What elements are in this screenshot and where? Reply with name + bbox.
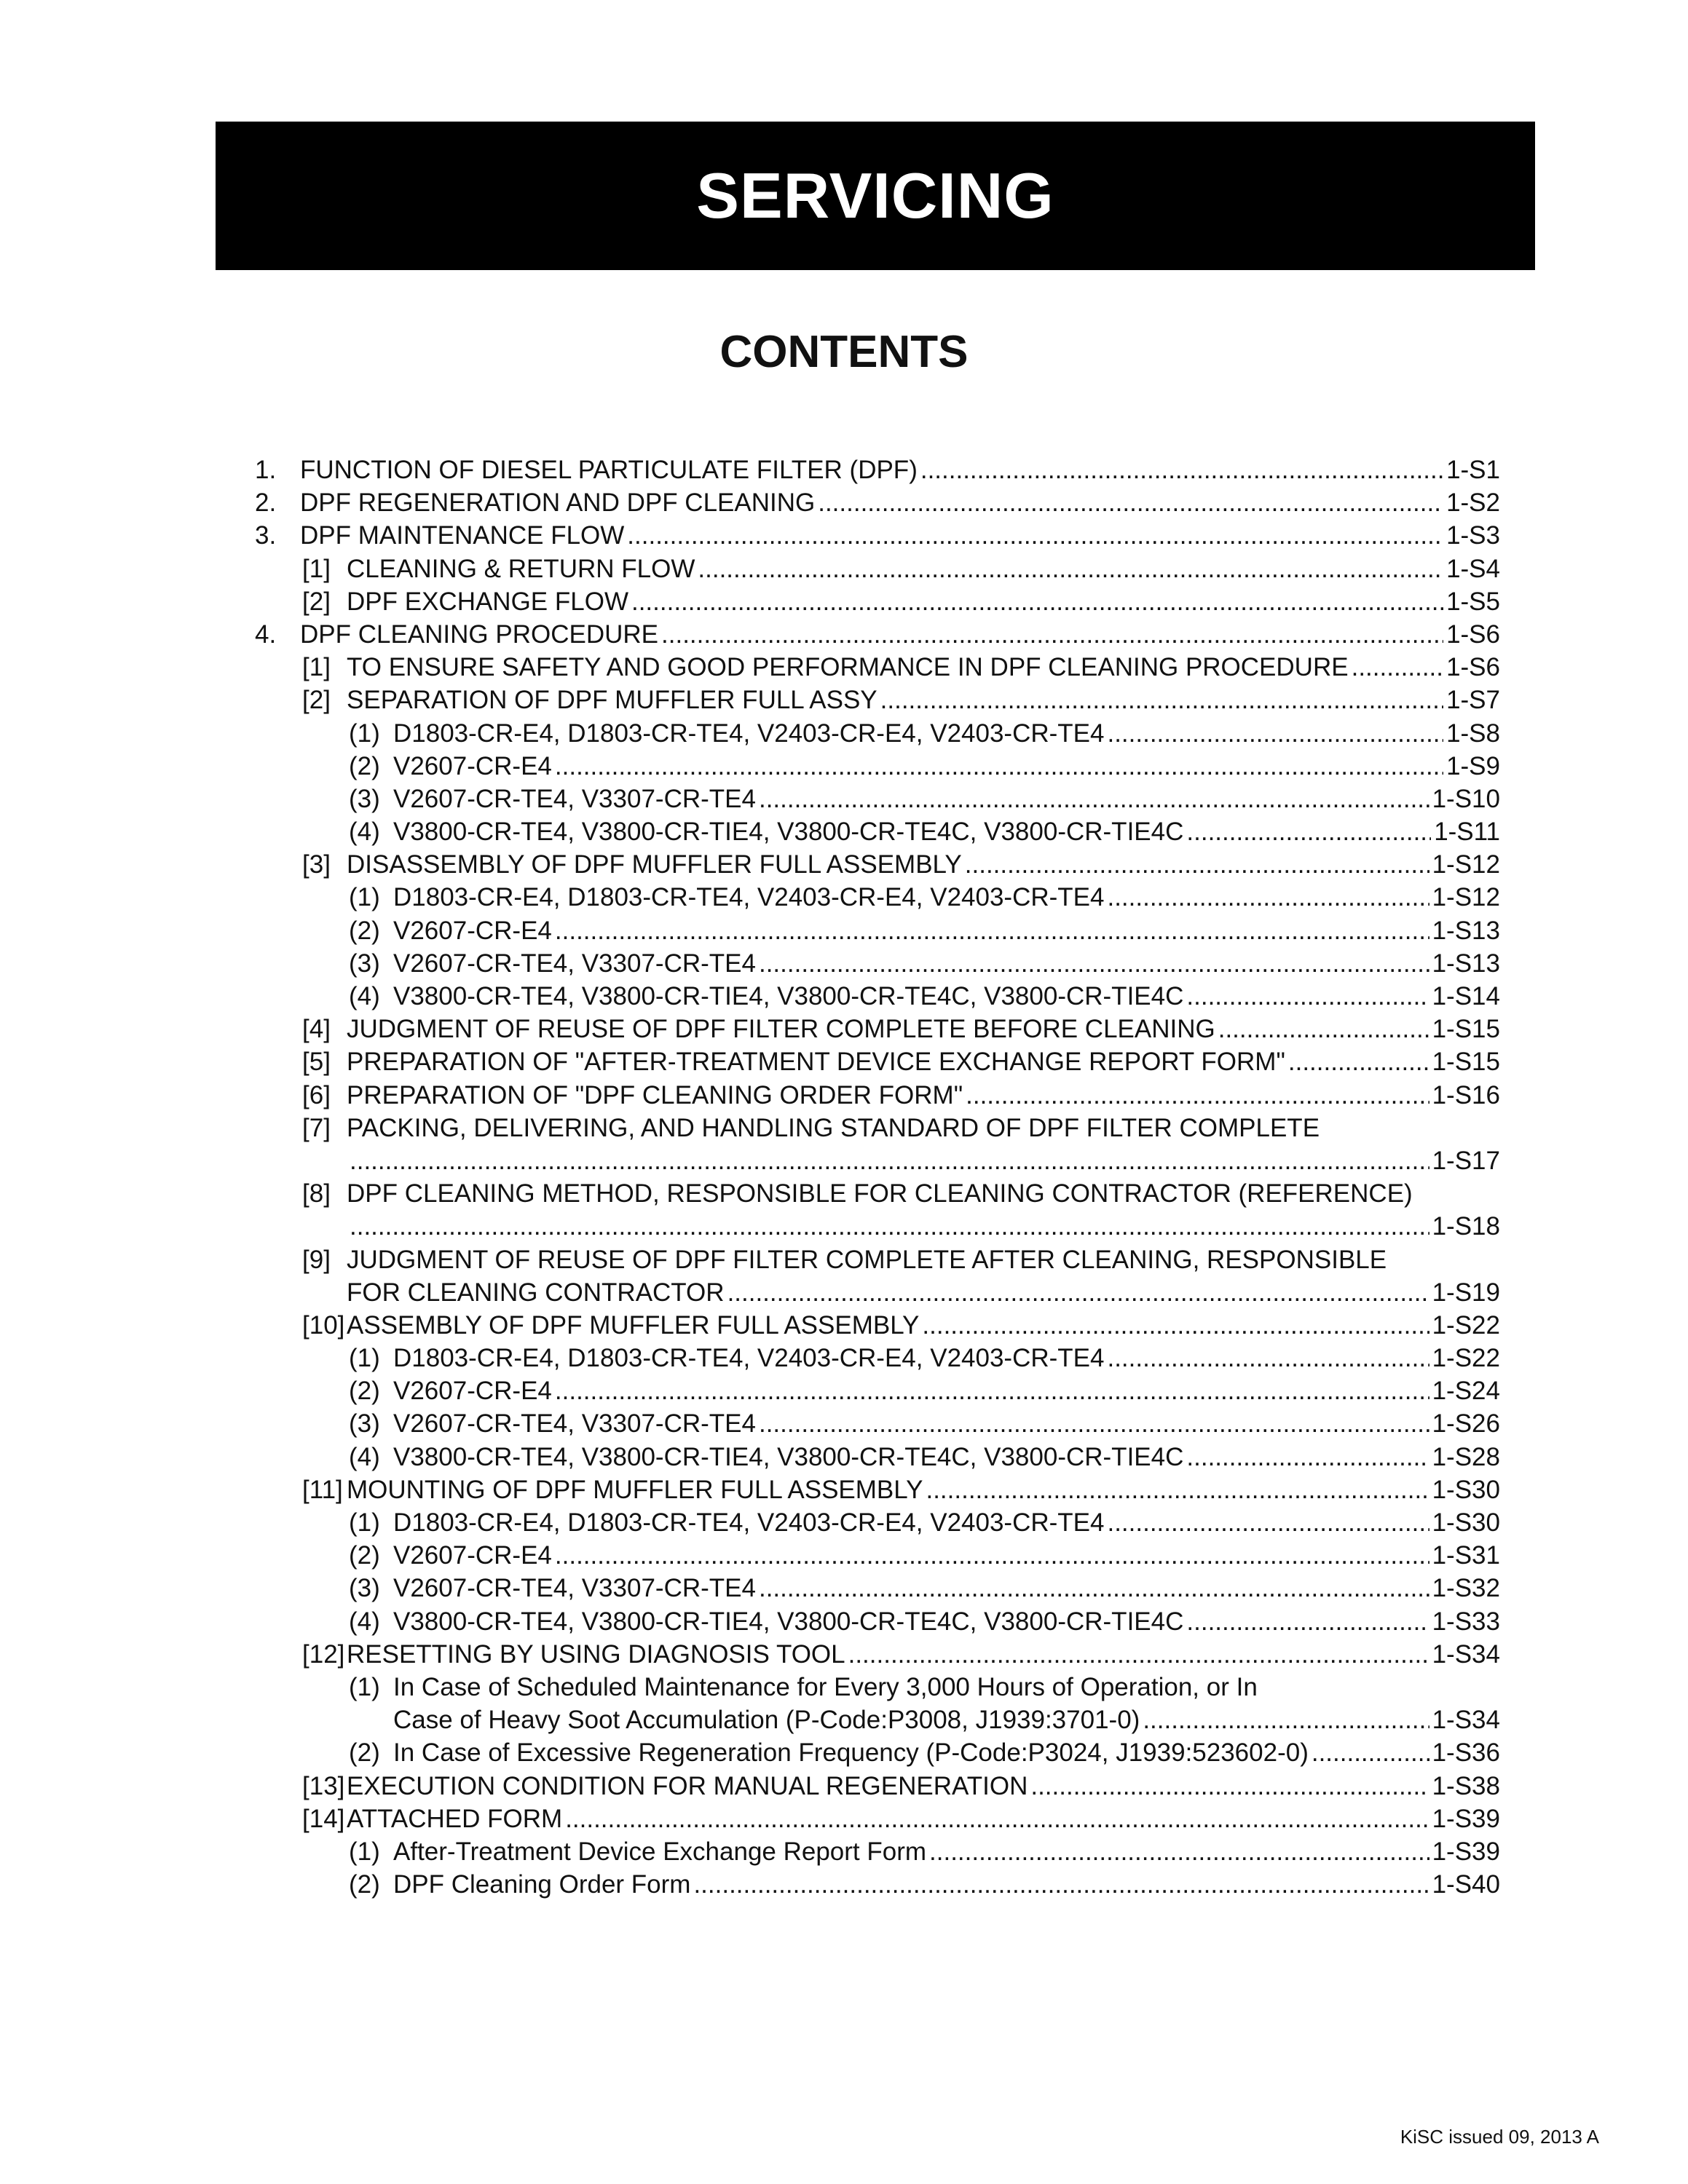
toc-entry-page: 1-S33 xyxy=(1432,1607,1500,1636)
toc-entry-page: 1-S1 xyxy=(1446,456,1500,484)
toc-entry-page: 1-S7 xyxy=(1446,686,1500,715)
toc-entry-page: 1-S5 xyxy=(1446,587,1500,616)
toc-entry-number: (1) xyxy=(349,1344,380,1373)
toc-entry-page: 1-S11 xyxy=(1434,818,1500,847)
toc-entry xyxy=(255,553,1500,585)
toc-entry-title: V2607-CR-E4 xyxy=(393,1541,552,1570)
toc-entry-number: (2) xyxy=(349,916,380,945)
toc-entry-number: [10] xyxy=(302,1310,345,1340)
toc-dot-leader xyxy=(1186,815,1431,848)
toc-entry-title: ASSEMBLY OF DPF MUFFLER FULL ASSEMBLY xyxy=(347,1310,920,1340)
toc-entry xyxy=(255,750,1500,783)
toc-entry-title: V2607-CR-TE4, V3307-CR-TE4 xyxy=(393,1409,756,1439)
toc-entry-number: [4] xyxy=(302,1015,331,1044)
toc-entry xyxy=(255,1144,1500,1177)
toc-dot-leader xyxy=(922,1309,1429,1342)
toc-dot-leader xyxy=(1107,1342,1429,1374)
toc-entry-page: 1-S39 xyxy=(1432,1804,1500,1833)
toc-entry-page: 1-S12 xyxy=(1432,850,1500,879)
toc-entry-page: 1-S12 xyxy=(1432,883,1500,912)
toc-dot-leader xyxy=(1107,717,1443,750)
toc-entry-title: PREPARATION OF "AFTER-TREATMENT DEVICE EXCHANGE REPORT FORM" xyxy=(347,1048,1285,1077)
toc-dot-leader xyxy=(926,1473,1429,1506)
toc-entry-number: 4. xyxy=(255,620,277,649)
toc-dot-leader xyxy=(661,618,1443,651)
toc-dot-leader xyxy=(1288,1045,1429,1078)
toc-dot-leader xyxy=(920,454,1443,486)
toc-dot-leader xyxy=(350,1144,1429,1177)
toc-entry xyxy=(255,1407,1500,1440)
toc-entry-number: 3. xyxy=(255,521,277,550)
toc-entry-number: [2] xyxy=(302,587,331,616)
toc-dot-leader xyxy=(1352,651,1443,684)
toc-entry xyxy=(255,585,1500,618)
toc-entry-page: 1-S15 xyxy=(1432,1015,1500,1044)
toc-dot-leader xyxy=(693,1868,1429,1901)
toc-entry-title: DISASSEMBLY OF DPF MUFFLER FULL ASSEMBLY xyxy=(347,850,962,879)
toc-entry-page: 1-S34 xyxy=(1432,1639,1500,1669)
toc-entry-title: DPF CLEANING PROCEDURE xyxy=(300,620,659,649)
toc-entry-number: [1] xyxy=(302,554,331,583)
toc-entry-title: EXECUTION CONDITION FOR MANUAL REGENERATION xyxy=(347,1771,1028,1800)
toc-entry-title: V3800-CR-TE4, V3800-CR-TIE4, V3800-CR-TE4C, V3800-CR-TIE4C xyxy=(393,1442,1184,1471)
toc-entry-title: In Case of Scheduled Maintenance for Every 3,000 Hours of Operation, or In xyxy=(393,1672,1258,1701)
toc-entry-title: D1803-CR-E4, D1803-CR-TE4, V2403-CR-E4, V2403-CR-TE4 xyxy=(393,883,1105,912)
toc-dot-leader xyxy=(1218,1013,1429,1045)
toc-entry xyxy=(255,1210,1500,1243)
toc-entry-page: 1-S3 xyxy=(1446,521,1500,550)
toc-entry-number: (4) xyxy=(349,982,380,1010)
toc-entry-number: [8] xyxy=(302,1179,331,1208)
toc-dot-leader xyxy=(555,1374,1429,1407)
toc-entry-title: D1803-CR-E4, D1803-CR-TE4, V2403-CR-E4, V2403-CR-TE4 xyxy=(393,719,1105,748)
toc-entry-page: 1-S14 xyxy=(1432,982,1500,1010)
toc-entry-page: 1-S2 xyxy=(1446,488,1500,518)
toc-entry xyxy=(255,1803,1500,1835)
toc-dot-leader xyxy=(1030,1770,1429,1803)
toc-entry-page: 1-S10 xyxy=(1432,784,1500,813)
toc-dot-leader xyxy=(1107,1506,1429,1539)
toc-entry-title: DPF MAINTENANCE FLOW xyxy=(300,521,625,550)
toc-entry xyxy=(255,651,1500,684)
toc-entry-page: 1-S24 xyxy=(1432,1377,1500,1406)
toc-entry-page: 1-S19 xyxy=(1432,1278,1500,1307)
toc-dot-leader xyxy=(565,1803,1429,1835)
toc-entry-number: 1. xyxy=(255,456,277,484)
toc-entry-title: After-Treatment Device Exchange Report Form xyxy=(393,1837,927,1866)
toc-entry-page: 1-S18 xyxy=(1432,1212,1500,1241)
toc-entry-title: PREPARATION OF "DPF CLEANING ORDER FORM" xyxy=(347,1080,963,1109)
toc-entry-number: [3] xyxy=(302,850,331,879)
toc-entry-number: [11] xyxy=(302,1475,343,1504)
toc-entry-title: DPF Cleaning Order Form xyxy=(393,1870,691,1899)
toc-entry-page: 1-S13 xyxy=(1432,916,1500,945)
toc-dot-leader xyxy=(759,1572,1429,1605)
toc-dot-leader xyxy=(1186,1605,1429,1638)
toc-entry xyxy=(255,914,1500,947)
toc-entry xyxy=(255,1506,1500,1539)
toc-entry xyxy=(255,783,1500,815)
toc-entry-page: 1-S34 xyxy=(1432,1706,1500,1735)
toc-entry-number: [1] xyxy=(302,653,331,682)
toc-entry-title: V3800-CR-TE4, V3800-CR-TIE4, V3800-CR-TE4C, V3800-CR-TIE4C xyxy=(393,1607,1184,1636)
toc-dot-leader xyxy=(818,486,1443,519)
toc-entry xyxy=(255,1671,1500,1704)
toc-entry-number: [6] xyxy=(302,1080,331,1109)
contents-heading: CONTENTS xyxy=(719,327,969,377)
toc-entry xyxy=(255,1243,1500,1276)
toc-entry xyxy=(255,717,1500,750)
toc-entry-title: FOR CLEANING CONTRACTOR xyxy=(347,1278,725,1307)
section-banner xyxy=(216,122,1535,270)
toc-entry-number: (3) xyxy=(349,949,380,978)
toc-entry-page: 1-S38 xyxy=(1432,1771,1500,1800)
toc-entry-title: V2607-CR-TE4, V3307-CR-TE4 xyxy=(393,1574,756,1603)
toc-entry xyxy=(255,618,1500,651)
toc-dot-leader xyxy=(627,519,1443,552)
toc-dot-leader xyxy=(1107,881,1429,914)
toc-entry-number: (1) xyxy=(349,1672,380,1701)
toc-entry-page: 1-S32 xyxy=(1432,1574,1500,1603)
toc-entry-title: MOUNTING OF DPF MUFFLER FULL ASSEMBLY xyxy=(347,1475,923,1504)
toc-entry xyxy=(255,1276,1500,1309)
toc-entry-title: SEPARATION OF DPF MUFFLER FULL ASSY xyxy=(347,686,877,715)
toc-entry-number: (4) xyxy=(349,1442,380,1471)
section-title: SERVICING xyxy=(696,159,1054,232)
toc-entry-title: V2607-CR-E4 xyxy=(393,751,552,780)
toc-dot-leader xyxy=(1186,980,1429,1013)
toc-dot-leader xyxy=(698,553,1443,585)
toc-entry-page: 1-S8 xyxy=(1446,719,1500,748)
toc-entry-title: DPF EXCHANGE FLOW xyxy=(347,587,628,616)
toc-entry-number: (3) xyxy=(349,1409,380,1439)
toc-entry-page: 1-S28 xyxy=(1432,1442,1500,1471)
toc-dot-leader xyxy=(631,585,1443,618)
toc-entry-page: 1-S30 xyxy=(1432,1508,1500,1537)
toc-entry xyxy=(255,1342,1500,1374)
toc-entry xyxy=(255,1868,1500,1901)
issue-footer: KiSC issued 09, 2013 A xyxy=(1400,2126,1599,2148)
toc-entry-title: CLEANING & RETURN FLOW xyxy=(347,554,695,583)
toc-entry-number: [9] xyxy=(302,1245,331,1274)
toc-entry xyxy=(255,1441,1500,1473)
toc-entry-page: 1-S30 xyxy=(1432,1475,1500,1504)
toc-entry xyxy=(255,1638,1500,1671)
toc-entry xyxy=(255,1704,1500,1736)
toc-entry-number: [7] xyxy=(302,1113,331,1142)
toc-entry-title: RESETTING BY USING DIAGNOSIS TOOL xyxy=(347,1639,845,1669)
toc-dot-leader xyxy=(848,1638,1429,1671)
toc-entry-title: D1803-CR-E4, D1803-CR-TE4, V2403-CR-E4, V2403-CR-TE4 xyxy=(393,1508,1105,1537)
toc-dot-leader xyxy=(759,947,1429,980)
toc-entry xyxy=(255,980,1500,1013)
toc-entry xyxy=(255,1309,1500,1342)
toc-entry-page: 1-S6 xyxy=(1446,653,1500,682)
toc-entry-title: V3800-CR-TE4, V3800-CR-TIE4, V3800-CR-TE4C, V3800-CR-TIE4C xyxy=(393,982,1184,1010)
toc-entry-title: FUNCTION OF DIESEL PARTICULATE FILTER (DPF) xyxy=(300,456,918,484)
toc-dot-leader xyxy=(555,914,1429,947)
toc-entry xyxy=(255,881,1500,914)
toc-entry xyxy=(255,848,1500,881)
toc-entry-title: V3800-CR-TE4, V3800-CR-TIE4, V3800-CR-TE4C, V3800-CR-TIE4C xyxy=(393,818,1184,847)
toc-entry-number: (2) xyxy=(349,751,380,780)
toc-entry-title: JUDGMENT OF REUSE OF DPF FILTER COMPLETE BEFORE CLEANING xyxy=(347,1015,1215,1044)
toc-entry xyxy=(255,1605,1500,1638)
toc-entry-number: [13] xyxy=(302,1771,345,1800)
toc-entry-number: (1) xyxy=(349,719,380,748)
toc-entry xyxy=(255,1539,1500,1572)
toc-entry xyxy=(255,454,1500,486)
toc-dot-leader xyxy=(966,1079,1429,1112)
toc-entry-title: V2607-CR-TE4, V3307-CR-TE4 xyxy=(393,949,756,978)
toc-entry xyxy=(255,1112,1500,1144)
toc-entry xyxy=(255,1770,1500,1803)
toc-entry-page: 1-S22 xyxy=(1432,1344,1500,1373)
toc-entry-page: 1-S36 xyxy=(1432,1738,1500,1768)
toc-entry xyxy=(255,486,1500,519)
toc-entry xyxy=(255,1177,1500,1210)
toc-entry-number: (3) xyxy=(349,784,380,813)
toc-entry-title: V2607-CR-TE4, V3307-CR-TE4 xyxy=(393,784,756,813)
toc-entry-number: (1) xyxy=(349,883,380,912)
toc-entry-page: 1-S40 xyxy=(1432,1870,1500,1899)
toc-dot-leader xyxy=(1186,1441,1429,1473)
toc-entry-number: (2) xyxy=(349,1377,380,1406)
toc-entry xyxy=(255,1079,1500,1112)
toc-entry-page: 1-S17 xyxy=(1432,1146,1500,1175)
toc-entry-title: JUDGMENT OF REUSE OF DPF FILTER COMPLETE AFTER CLEANING, RESPONSIBLE xyxy=(347,1245,1387,1274)
toc-entry-number: [14] xyxy=(302,1804,345,1833)
toc-entry xyxy=(255,519,1500,552)
toc-entry-page: 1-S4 xyxy=(1446,554,1500,583)
toc-entry-title: V2607-CR-E4 xyxy=(393,1377,552,1406)
toc-entry-number: (2) xyxy=(349,1738,380,1768)
toc-entry-page: 1-S22 xyxy=(1432,1310,1500,1340)
toc-dot-leader xyxy=(929,1835,1429,1868)
toc-entry-page: 1-S9 xyxy=(1446,751,1500,780)
toc-entry-title: In Case of Excessive Regeneration Frequency (P-Code:P3024, J1939:523602-0) xyxy=(393,1738,1309,1768)
toc-entry-number: (4) xyxy=(349,1607,380,1636)
toc-entry xyxy=(255,815,1500,848)
toc-entry xyxy=(255,1736,1500,1769)
toc-entry-page: 1-S31 xyxy=(1432,1541,1500,1570)
toc-entry xyxy=(255,1374,1500,1407)
toc-entry-title: DPF REGENERATION AND DPF CLEANING xyxy=(300,488,816,518)
toc-dot-leader xyxy=(350,1210,1429,1243)
toc-entry-title: Case of Heavy Soot Accumulation (P-Code:P3008, J1939:3701-0) xyxy=(393,1706,1140,1735)
toc-entry-number: (3) xyxy=(349,1574,380,1603)
table-of-contents xyxy=(255,454,1500,1901)
toc-entry-title: D1803-CR-E4, D1803-CR-TE4, V2403-CR-E4, V2403-CR-TE4 xyxy=(393,1344,1105,1373)
toc-entry xyxy=(255,1572,1500,1605)
toc-entry xyxy=(255,1045,1500,1078)
toc-entry-number: (1) xyxy=(349,1508,380,1537)
toc-entry-number: 2. xyxy=(255,488,277,518)
toc-dot-leader xyxy=(965,848,1429,881)
toc-dot-leader xyxy=(727,1276,1429,1309)
toc-entry-page: 1-S13 xyxy=(1432,949,1500,978)
toc-entry xyxy=(255,1473,1500,1506)
toc-dot-leader xyxy=(1312,1736,1429,1769)
toc-dot-leader xyxy=(759,1407,1429,1440)
toc-dot-leader xyxy=(555,750,1443,783)
toc-entry-page: 1-S39 xyxy=(1432,1837,1500,1866)
toc-entry-number: (1) xyxy=(349,1837,380,1866)
toc-entry xyxy=(255,684,1500,716)
toc-entry xyxy=(255,1013,1500,1045)
toc-entry-title: TO ENSURE SAFETY AND GOOD PERFORMANCE IN DPF CLEANING PROCEDURE xyxy=(347,653,1349,682)
toc-entry-page: 1-S26 xyxy=(1432,1409,1500,1439)
toc-entry-number: [5] xyxy=(302,1048,331,1077)
toc-entry xyxy=(255,947,1500,980)
toc-dot-leader xyxy=(1143,1704,1429,1736)
toc-entry xyxy=(255,1835,1500,1868)
toc-entry-number: [12] xyxy=(302,1639,345,1669)
toc-dot-leader xyxy=(880,684,1443,716)
toc-entry-number: (2) xyxy=(349,1541,380,1570)
toc-entry-title: DPF CLEANING METHOD, RESPONSIBLE FOR CLEANING CONTRACTOR (REFERENCE) xyxy=(347,1179,1413,1208)
toc-entry-page: 1-S6 xyxy=(1446,620,1500,649)
toc-entry-number: (4) xyxy=(349,818,380,847)
toc-entry-title: V2607-CR-E4 xyxy=(393,916,552,945)
toc-dot-leader xyxy=(555,1539,1429,1572)
toc-dot-leader xyxy=(759,783,1429,815)
toc-entry-number: (2) xyxy=(349,1870,380,1899)
toc-entry-title: PACKING, DELIVERING, AND HANDLING STANDARD OF DPF FILTER COMPLETE xyxy=(347,1113,1320,1142)
toc-entry-page: 1-S15 xyxy=(1432,1048,1500,1077)
toc-entry-page: 1-S16 xyxy=(1432,1080,1500,1109)
toc-entry-title: ATTACHED FORM xyxy=(347,1804,563,1833)
toc-entry-number: [2] xyxy=(302,686,331,715)
